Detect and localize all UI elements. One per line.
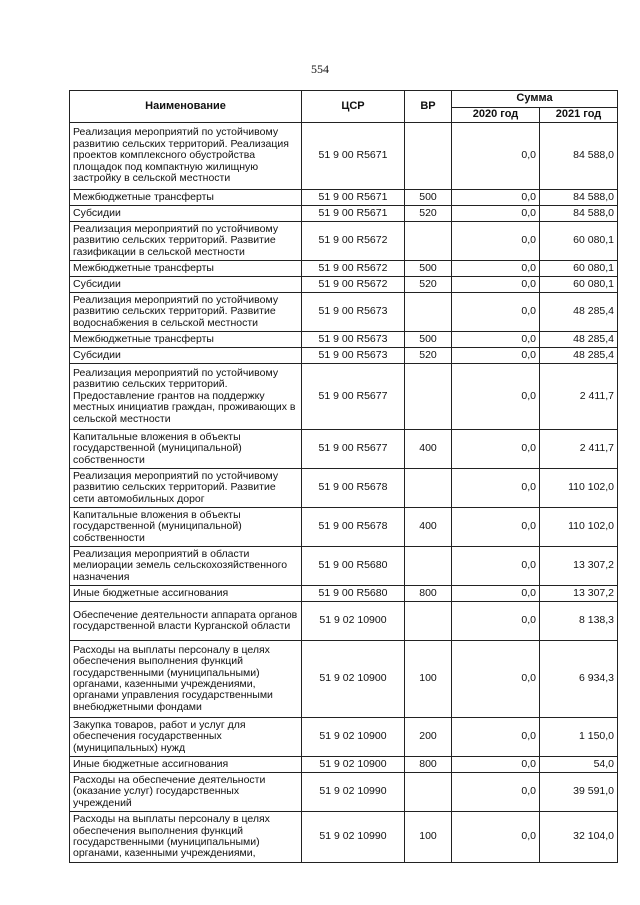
row-csr: 51 9 00 R5672 — [302, 222, 405, 261]
row-name: Обеспечение деятельности аппарата органов государственной власти Курганской области — [70, 602, 302, 641]
header-year-2020: 2020 год — [452, 108, 540, 123]
row-csr: 51 9 00 R5678 — [302, 508, 405, 547]
table-row — [70, 430, 618, 469]
table-row — [70, 469, 618, 508]
row-vr: 400 — [405, 430, 452, 469]
row-sum-2021: 13 307,2 — [540, 547, 618, 586]
table-row — [70, 332, 618, 348]
table-row — [70, 718, 618, 757]
table-row — [70, 261, 618, 277]
row-sum-2021: 48 285,4 — [540, 332, 618, 348]
row-sum-2021: 84 588,0 — [540, 190, 618, 206]
row-csr: 51 9 00 R5671 — [302, 206, 405, 222]
row-vr: 800 — [405, 757, 452, 773]
table-row — [70, 641, 618, 718]
row-vr: 200 — [405, 718, 452, 757]
row-sum-2021: 84 588,0 — [540, 206, 618, 222]
row-sum-2020: 0,0 — [452, 508, 540, 547]
row-name: Закупка товаров, работ и услуг для обеспечения государственных (муниципальных) нужд — [70, 718, 302, 757]
row-name: Реализация мероприятий по устойчивому развитию сельских территорий. Развитие водоснабжения в сельской местности — [70, 293, 302, 332]
header-year-2021: 2021 год — [540, 108, 618, 123]
row-name: Расходы на обеспечение деятельности (оказание услуг) государственных учреждений — [70, 773, 302, 812]
table-row — [70, 277, 618, 293]
row-sum-2021: 60 080,1 — [540, 222, 618, 261]
row-sum-2020: 0,0 — [452, 222, 540, 261]
row-vr — [405, 293, 452, 332]
table-row — [70, 222, 618, 261]
table-row — [70, 190, 618, 206]
table-row — [70, 293, 618, 332]
table-row — [70, 348, 618, 364]
row-sum-2020: 0,0 — [452, 332, 540, 348]
row-vr: 520 — [405, 348, 452, 364]
row-csr: 51 9 00 R5671 — [302, 190, 405, 206]
row-vr: 400 — [405, 508, 452, 547]
row-sum-2020: 0,0 — [452, 277, 540, 293]
row-sum-2021: 1 150,0 — [540, 718, 618, 757]
row-csr: 51 9 02 10990 — [302, 812, 405, 863]
row-name: Субсидии — [70, 206, 302, 222]
row-vr: 100 — [405, 641, 452, 718]
row-vr: 500 — [405, 261, 452, 277]
table-row — [70, 508, 618, 547]
row-sum-2020: 0,0 — [452, 190, 540, 206]
row-sum-2020: 0,0 — [452, 261, 540, 277]
row-vr — [405, 123, 452, 190]
row-vr — [405, 222, 452, 261]
row-sum-2021: 8 138,3 — [540, 602, 618, 641]
header-name: Наименование — [70, 91, 302, 123]
row-name: Межбюджетные трансферты — [70, 261, 302, 277]
row-vr — [405, 547, 452, 586]
row-sum-2021: 6 934,3 — [540, 641, 618, 718]
row-csr: 51 9 00 R5671 — [302, 123, 405, 190]
header-vr: ВР — [405, 91, 452, 123]
table-row — [70, 812, 618, 863]
row-sum-2021: 84 588,0 — [540, 123, 618, 190]
row-name: Расходы на выплаты персоналу в целях обеспечения выполнения функций государственными (муниципальными) органами, казенными учреждениями, органами управления государственными внебюджетными фондами — [70, 641, 302, 718]
row-vr: 100 — [405, 812, 452, 863]
row-name: Иные бюджетные ассигнования — [70, 757, 302, 773]
table-row — [70, 206, 618, 222]
row-sum-2020: 0,0 — [452, 602, 540, 641]
row-csr: 51 9 00 R5673 — [302, 293, 405, 332]
table-row — [70, 364, 618, 430]
row-name: Субсидии — [70, 277, 302, 293]
row-vr — [405, 469, 452, 508]
row-csr: 51 9 00 R5678 — [302, 469, 405, 508]
row-csr: 51 9 00 R5673 — [302, 348, 405, 364]
table-row — [70, 586, 618, 602]
row-vr — [405, 773, 452, 812]
row-sum-2021: 2 411,7 — [540, 364, 618, 430]
row-csr: 51 9 00 R5677 — [302, 364, 405, 430]
row-vr: 800 — [405, 586, 452, 602]
row-csr: 51 9 02 10900 — [302, 757, 405, 773]
row-name: Реализация мероприятий в области мелиорации земель сельскохозяйственного назначения — [70, 547, 302, 586]
row-sum-2020: 0,0 — [452, 123, 540, 190]
row-csr: 51 9 02 10900 — [302, 641, 405, 718]
row-sum-2020: 0,0 — [452, 718, 540, 757]
row-sum-2020: 0,0 — [452, 757, 540, 773]
row-vr: 520 — [405, 206, 452, 222]
table-row — [70, 123, 618, 190]
budget-table — [69, 90, 618, 863]
table-row — [70, 547, 618, 586]
row-sum-2020: 0,0 — [452, 773, 540, 812]
row-sum-2020: 0,0 — [452, 812, 540, 863]
header-csr: ЦСР — [302, 91, 405, 123]
table-row — [70, 602, 618, 641]
row-csr: 51 9 02 10900 — [302, 718, 405, 757]
row-sum-2020: 0,0 — [452, 469, 540, 508]
row-sum-2021: 48 285,4 — [540, 348, 618, 364]
row-sum-2020: 0,0 — [452, 348, 540, 364]
row-name: Капитальные вложения в объекты государственной (муниципальной) собственности — [70, 508, 302, 547]
row-vr: 520 — [405, 277, 452, 293]
row-name: Реализация мероприятий по устойчивому развитию сельских территорий. Предоставление грантов на поддержку местных инициатив граждан, проживающих в сельской местности — [70, 364, 302, 430]
row-vr: 500 — [405, 190, 452, 206]
row-csr: 51 9 00 R5677 — [302, 430, 405, 469]
row-sum-2020: 0,0 — [452, 547, 540, 586]
row-name: Расходы на выплаты персоналу в целях обеспечения выполнения функций государственными (муниципальными) органами, казенными учреждениями, — [70, 812, 302, 863]
row-csr: 51 9 00 R5680 — [302, 547, 405, 586]
row-vr — [405, 364, 452, 430]
row-sum-2021: 110 102,0 — [540, 508, 618, 547]
row-name: Реализация мероприятий по устойчивому развитию сельских территорий. Развитие газификации в сельской местности — [70, 222, 302, 261]
row-sum-2020: 0,0 — [452, 586, 540, 602]
row-sum-2020: 0,0 — [452, 430, 540, 469]
row-name: Межбюджетные трансферты — [70, 332, 302, 348]
row-name: Межбюджетные трансферты — [70, 190, 302, 206]
row-sum-2021: 54,0 — [540, 757, 618, 773]
row-csr: 51 9 00 R5673 — [302, 332, 405, 348]
row-sum-2021: 39 591,0 — [540, 773, 618, 812]
table-row — [70, 757, 618, 773]
row-sum-2021: 32 104,0 — [540, 812, 618, 863]
table-body — [70, 123, 618, 863]
row-sum-2021: 60 080,1 — [540, 277, 618, 293]
row-csr: 51 9 02 10900 — [302, 602, 405, 641]
row-name: Реализация мероприятий по устойчивому развитию сельских территорий. Развитие сети автомобильных дорог — [70, 469, 302, 508]
row-csr: 51 9 00 R5672 — [302, 277, 405, 293]
row-name: Иные бюджетные ассигнования — [70, 586, 302, 602]
row-csr: 51 9 02 10990 — [302, 773, 405, 812]
row-sum-2021: 60 080,1 — [540, 261, 618, 277]
row-sum-2021: 48 285,4 — [540, 293, 618, 332]
table-row — [70, 773, 618, 812]
row-csr: 51 9 00 R5680 — [302, 586, 405, 602]
row-sum-2021: 110 102,0 — [540, 469, 618, 508]
row-name: Реализация мероприятий по устойчивому развитию сельских территорий. Реализация проектов комплексного обустройства площадок под компактную жилищную застройку в сельской местности — [70, 123, 302, 190]
row-name: Субсидии — [70, 348, 302, 364]
row-sum-2020: 0,0 — [452, 293, 540, 332]
row-sum-2020: 0,0 — [452, 364, 540, 430]
row-sum-2021: 2 411,7 — [540, 430, 618, 469]
row-sum-2020: 0,0 — [452, 641, 540, 718]
header-sum: Сумма — [452, 91, 618, 108]
row-vr — [405, 602, 452, 641]
row-sum-2020: 0,0 — [452, 206, 540, 222]
page-number: 554 — [311, 62, 329, 76]
row-sum-2021: 13 307,2 — [540, 586, 618, 602]
row-csr: 51 9 00 R5672 — [302, 261, 405, 277]
row-name: Капитальные вложения в объекты государственной (муниципальной) собственности — [70, 430, 302, 469]
row-vr: 500 — [405, 332, 452, 348]
